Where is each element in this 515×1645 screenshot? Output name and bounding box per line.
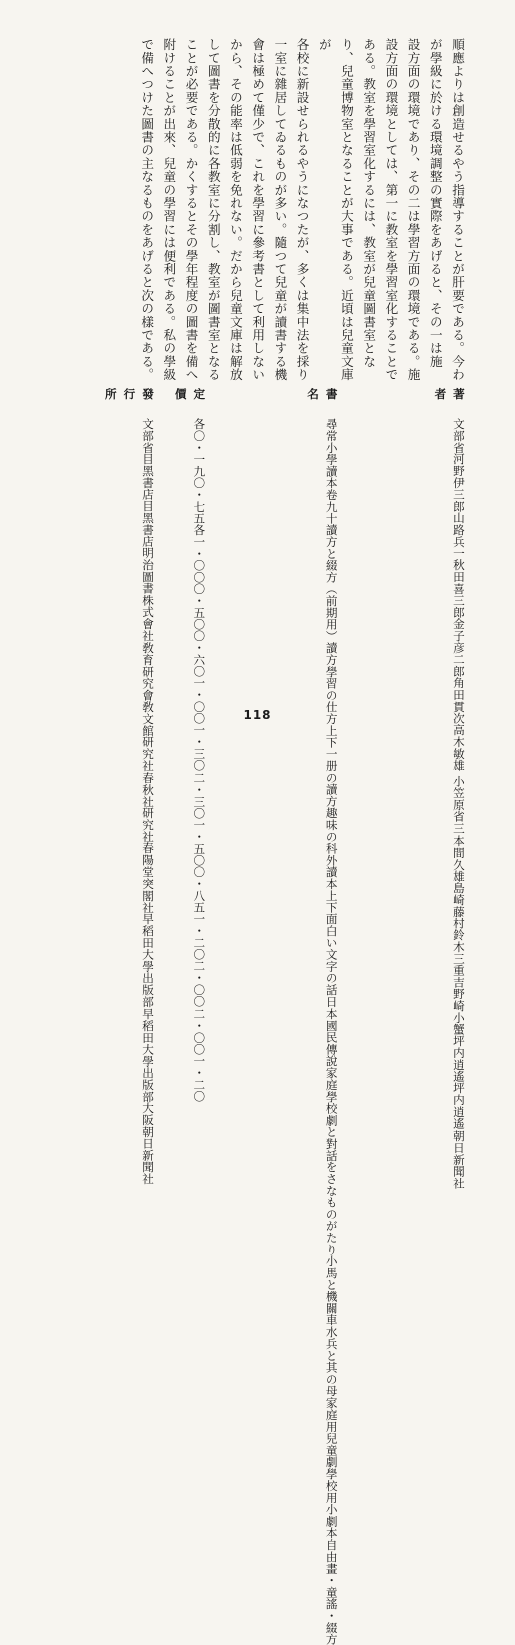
body-line: ある。教室を學習室化するには、教室が兒童圖書室となり、兒童博物室となることが大事である。近頃は兒童文庫が bbox=[316, 38, 377, 382]
publisher-cell: 春陽堂 bbox=[141, 842, 155, 878]
author-cell: 島崎藤村 bbox=[451, 881, 466, 929]
book-title-cell: 趣味の科外讀本上下 bbox=[324, 807, 339, 914]
price-cell: 〇・七五 bbox=[192, 476, 207, 524]
price-cell: 各一・〇〇 bbox=[192, 523, 207, 583]
author-cell: 本間久雄 bbox=[451, 834, 466, 882]
book-title-cell: 一册の讀方 bbox=[324, 748, 339, 808]
price-cell: 〇・六〇 bbox=[192, 630, 207, 678]
author-cell: 坪内逍遙 bbox=[451, 1035, 466, 1083]
price-cell: 各〇・一九 bbox=[192, 417, 207, 477]
price-cell: 一・五〇 bbox=[192, 818, 207, 867]
price-cell: 一・三〇 bbox=[192, 724, 207, 772]
book-title-cell: 家庭學校劇と對話 bbox=[324, 1066, 339, 1162]
author-column bbox=[348, 388, 468, 1189]
book-title-cell: 尋常小學讀本卷九十 bbox=[324, 417, 339, 524]
price-cell: 一・二〇 bbox=[192, 913, 207, 961]
author-cell: 野崎小蟹 bbox=[451, 987, 466, 1036]
author-cell: 山路兵一 bbox=[451, 512, 466, 560]
publisher-cell: 春秋社 bbox=[141, 771, 155, 808]
publisher-cell: 早稻田大學出版部 bbox=[141, 1007, 155, 1103]
book-title-cell: をさなものがたり bbox=[324, 1161, 339, 1256]
publisher-cell: 目黑書店 bbox=[141, 500, 155, 548]
book-title-cell: 小馬と機關車 bbox=[324, 1255, 339, 1327]
publisher-column bbox=[52, 388, 157, 1185]
publisher-header: 發行所 bbox=[103, 388, 155, 410]
price-header: 定價 bbox=[173, 388, 207, 410]
body-line: 順應よりは創造せるやう指導することが肝要である。今わが學級に於ける環境調整の實際をあげると、その一は施 bbox=[427, 38, 465, 382]
body-line: 附けることが出來、兒童の學習には便利である。私の學級で備へつけた圖書の主なるものをあげると次の樣である。 bbox=[139, 38, 177, 382]
author-cell: 秋田喜三郎 bbox=[451, 559, 466, 619]
price-cell: 二・〇〇 bbox=[192, 1007, 207, 1055]
author-cell: 河野伊三郎 bbox=[451, 453, 466, 513]
body-line: 各校に新設せられるやうになつたが、多くは集中法を採り一室に雜居してゐるものが多い。隨つて兒童が讀書する機 bbox=[272, 38, 310, 382]
body-line: 會は極めて僅少で、これを學習に參考書として利用しないから、その能率は低弱を免れない。だから兒童文庫は解放 bbox=[227, 38, 266, 382]
author-header: 著者 bbox=[433, 388, 466, 410]
publisher-cell: 早稻田大學出版部 bbox=[141, 913, 155, 1008]
publisher-cell: 研究社 bbox=[141, 807, 155, 843]
publisher-cell: 敎育研究會 bbox=[141, 641, 155, 701]
price-cell: 二・三〇 bbox=[192, 771, 207, 819]
publisher-cell: 明治圖書株式會社 bbox=[141, 547, 155, 642]
price-cell: 〇・五〇 bbox=[192, 582, 207, 631]
book-title-cell: 學校用小劇本 bbox=[324, 1467, 339, 1539]
book-title-cell: 自由畫・童謠・綴方 bbox=[324, 1538, 339, 1645]
page-number: 118 bbox=[243, 708, 272, 722]
price-cell: 二・〇〇 bbox=[192, 960, 207, 1008]
book-title-cell: 家庭用兒童劇 bbox=[324, 1397, 339, 1468]
publisher-cell: 研究社 bbox=[141, 736, 155, 772]
author-cell: 坪内逍遙 bbox=[451, 1082, 466, 1130]
book-title-cell: 讀方と綴方（前期用） bbox=[324, 523, 339, 642]
book-title-header: 書名 bbox=[306, 388, 339, 410]
author-cell: 文部省 bbox=[451, 417, 466, 454]
author-cell: 高木敏雄 小笠原省三 bbox=[451, 724, 466, 835]
price-cell: 一・二〇 bbox=[192, 1054, 207, 1103]
publisher-cell: 敎文館 bbox=[141, 700, 155, 737]
body-text bbox=[52, 38, 468, 383]
publisher-cell: 文部省 bbox=[141, 417, 155, 454]
author-cell: 金子彦二郎 bbox=[451, 618, 466, 678]
author-cell: 角田貫次 bbox=[451, 677, 466, 725]
price-cell: 〇・八五 bbox=[192, 866, 207, 914]
book-title-cell: 日本國民傳說 bbox=[324, 995, 339, 1067]
price-column bbox=[164, 388, 208, 1103]
price-cell: 一・〇〇 bbox=[192, 677, 207, 725]
book-title-cell: 面白い文字の話 bbox=[324, 913, 339, 996]
body-line: して圖書を分散的に各教室に分割し、教室が圖書室となることが必要である。かくするとその學年程度の圖書を備へ bbox=[183, 38, 221, 382]
author-cell: 鈴木三重吉 bbox=[451, 928, 466, 988]
book-title-cell: 讀方學習の仕方上下 bbox=[324, 641, 339, 749]
book-title-cell: 水兵と其の母 bbox=[324, 1326, 339, 1398]
body-line: 設方面の環境であり、その二は學習方面の環境である。施設方面の環境としては、第一に教室を學習室化することで bbox=[383, 38, 421, 382]
publisher-cell: 突閣社 bbox=[141, 877, 155, 914]
publisher-cell: 大阪朝日新聞社 bbox=[141, 1102, 155, 1185]
publisher-cell: 目黑書店 bbox=[141, 453, 155, 501]
author-cell: 朝日新聞社 bbox=[451, 1129, 466, 1189]
